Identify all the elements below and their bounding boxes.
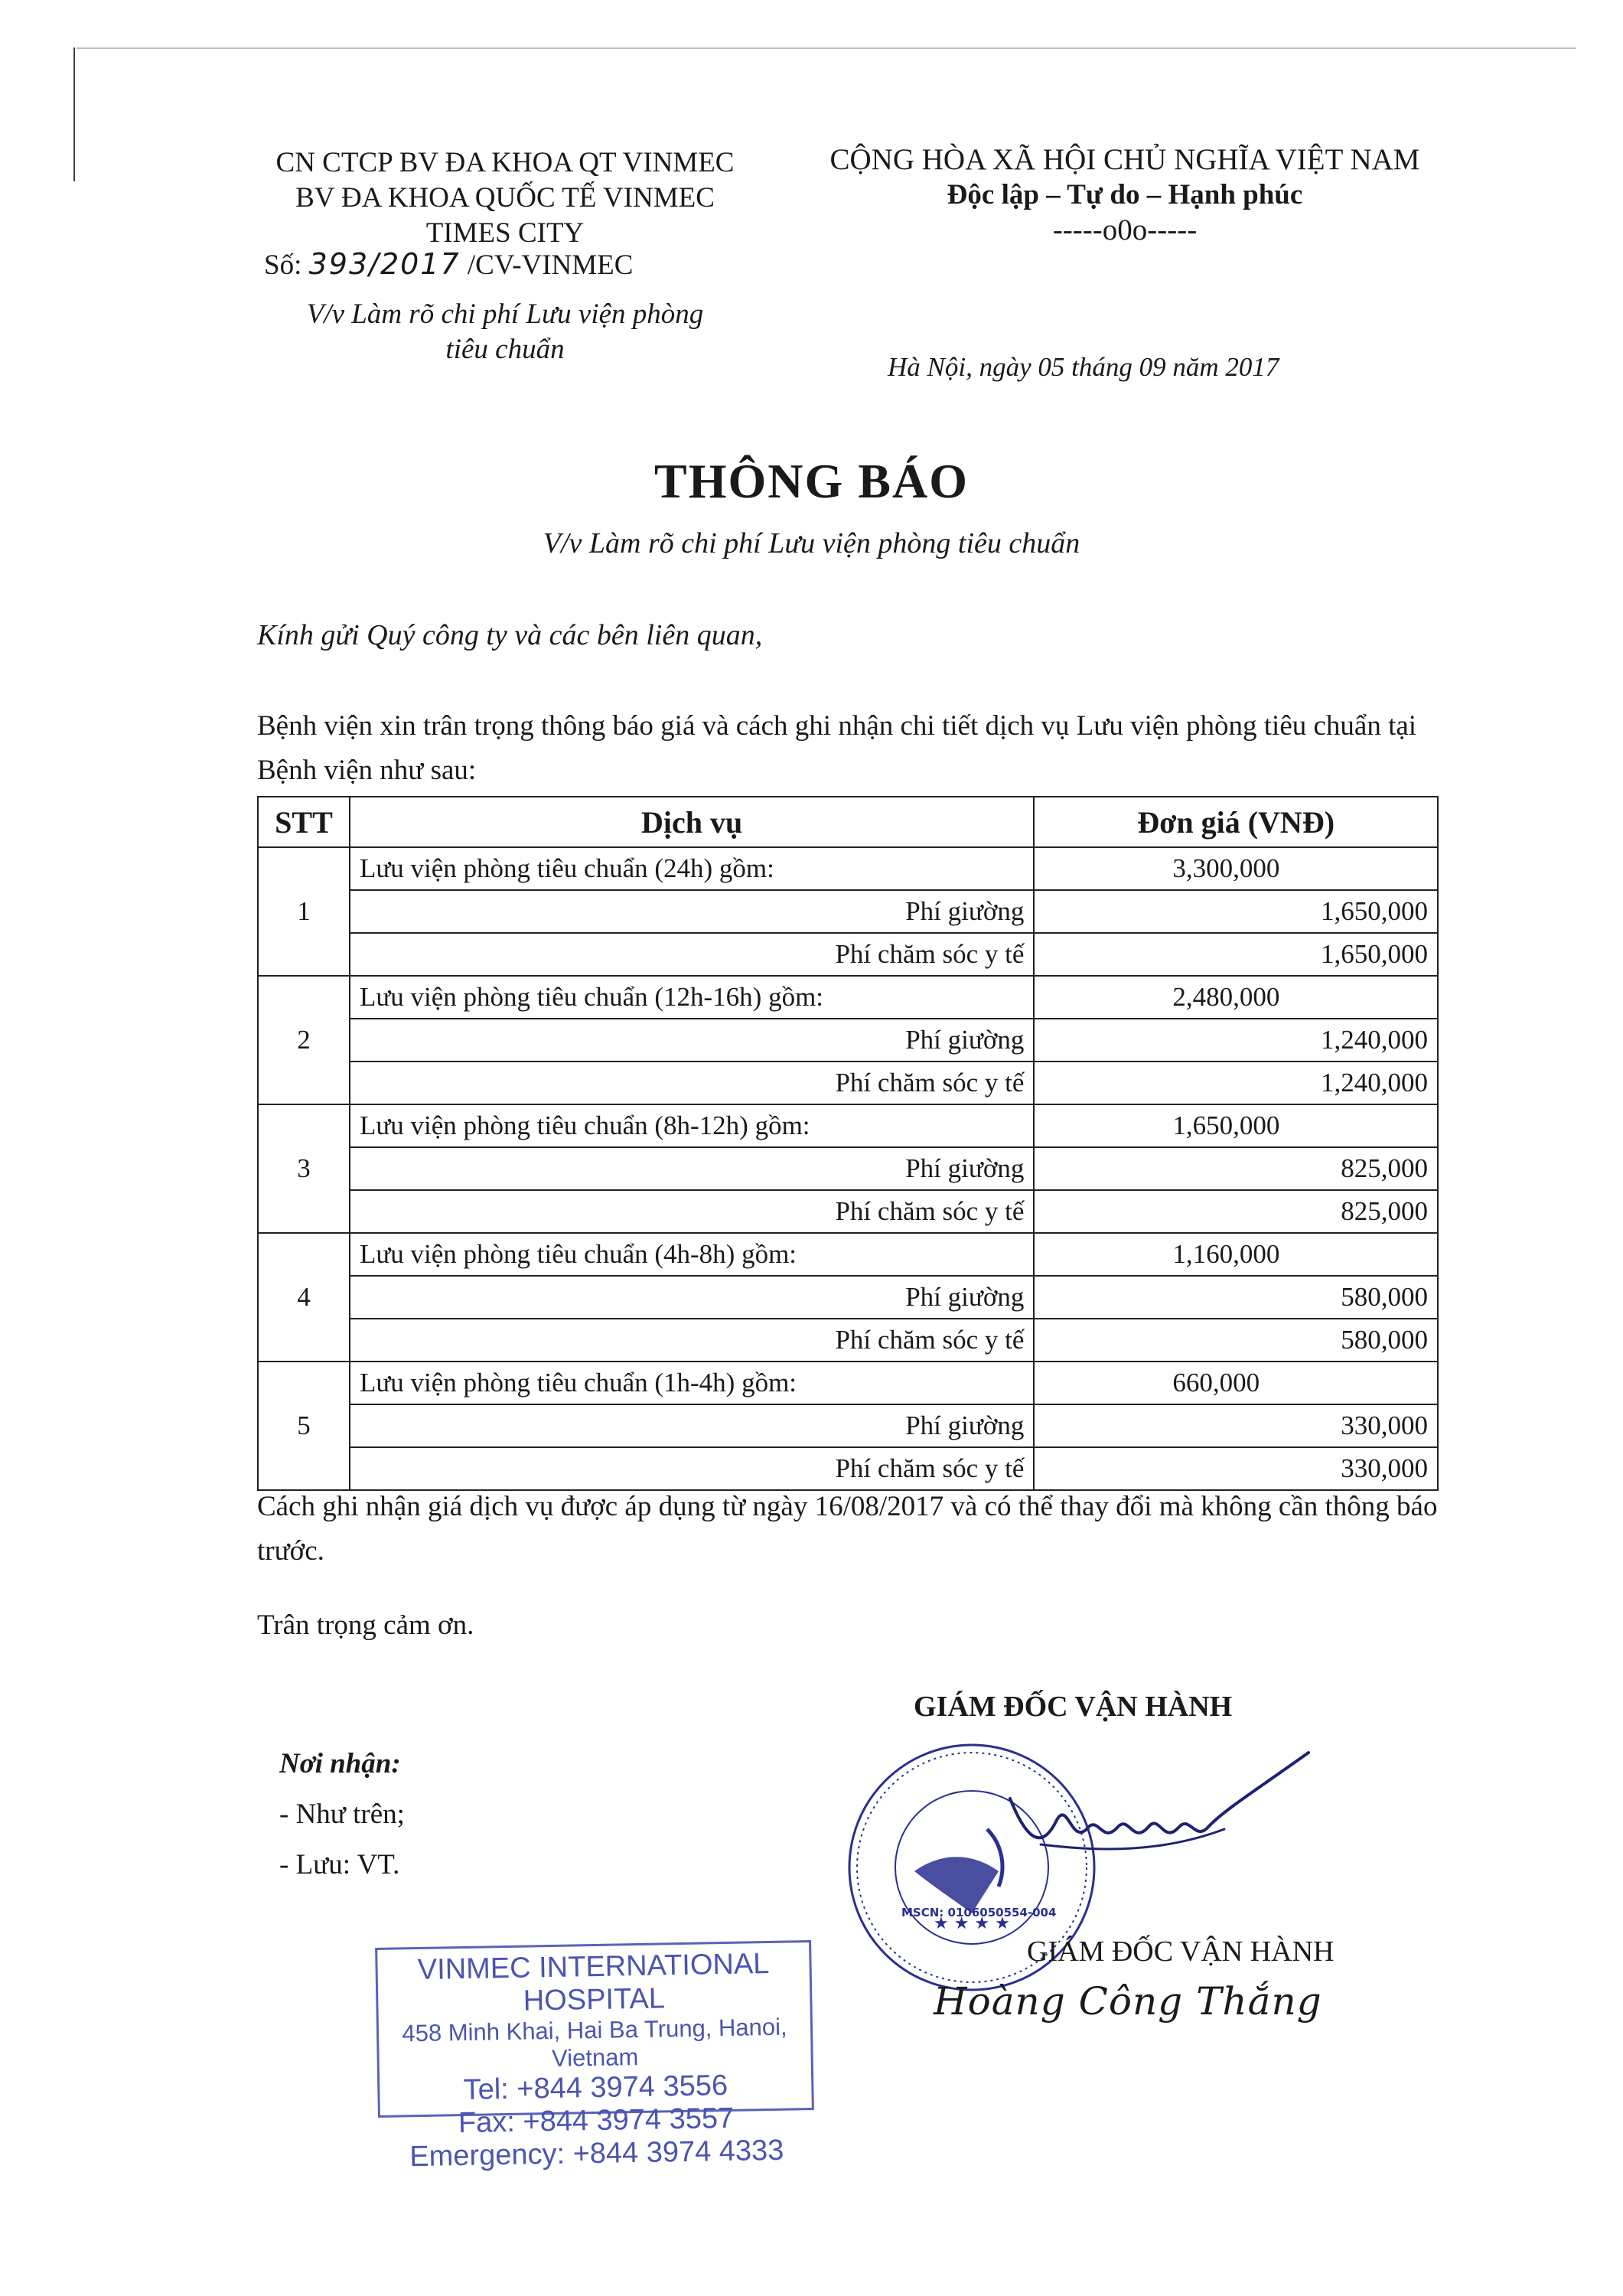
- care-fee-price: 1,650,000: [1034, 933, 1438, 976]
- bed-fee-label: Phí giường: [350, 1147, 1034, 1190]
- issuer-line-1: CN CTCP BV ĐA KHOA QT VINMEC: [275, 147, 735, 178]
- issuer-line-2: BV ĐA KHOA QUỐC TẾ VINMEC: [295, 182, 715, 214]
- row-number: 1: [258, 847, 350, 976]
- care-fee-price: 580,000: [1034, 1319, 1438, 1362]
- header-price: Đơn giá (VNĐ): [1034, 797, 1438, 847]
- recipients-label: Nơi nhận:: [279, 1748, 401, 1779]
- table-row: [258, 1447, 1438, 1490]
- service-price: 660,000: [1034, 1362, 1438, 1404]
- bed-fee-label: Phí giường: [350, 1404, 1034, 1447]
- effective-date-note: Cách ghi nhận giá dịch vụ được áp dụng từ ngày 16/08/2017 và có thể thay đổi mà không cần thông báo trước.: [257, 1491, 1438, 1567]
- table-row: [258, 1362, 1438, 1404]
- row-number: 5: [258, 1362, 350, 1490]
- hospital-address-stamp: [375, 1940, 814, 2174]
- service-price: 3,300,000: [1034, 847, 1438, 890]
- issue-date: Hà Nội, ngày 05 tháng 09 năm 2017: [888, 352, 1279, 382]
- issuer-line-3: TIMES CITY: [425, 217, 585, 249]
- scan-top-edge: [77, 47, 1576, 49]
- subject-line-1: V/v Làm rõ chi phí Lưu viện phòng: [306, 298, 704, 330]
- care-fee-label: Phí chăm sóc y tế: [350, 1062, 1034, 1104]
- handwritten-signature-icon: [995, 1737, 1316, 1890]
- service-price: 1,650,000: [1034, 1104, 1438, 1147]
- service-name: Lưu viện phòng tiêu chuẩn (12h-16h) gồm:: [350, 976, 1034, 1019]
- closing-thanks: Trân trọng cảm ơn.: [257, 1609, 474, 1641]
- document-number: [264, 246, 633, 283]
- table-header-row: [258, 797, 1438, 847]
- subject-reference: [268, 297, 742, 367]
- national-header: [796, 142, 1454, 248]
- stamp-emergency: Emergency: +844 3974 4333: [409, 2134, 784, 2174]
- service-price: 2,480,000: [1034, 976, 1438, 1019]
- bed-fee-label: Phí giường: [350, 890, 1034, 933]
- signatory-title: GIÁM ĐỐC VẬN HÀNH: [914, 1691, 1233, 1723]
- table-row: [258, 1404, 1438, 1447]
- seal-code: MSCN: 0106050554-004: [901, 1906, 1057, 1919]
- document-number-suffix: /CV-VINMEC: [467, 249, 634, 281]
- greeting: Kính gửi Quý công ty và các bên liên quan,: [257, 619, 763, 651]
- bed-fee-price: 580,000: [1034, 1276, 1438, 1319]
- bed-fee-price: 825,000: [1034, 1147, 1438, 1190]
- issuer-block: [245, 145, 765, 251]
- care-fee-price: 1,240,000: [1034, 1062, 1438, 1104]
- svg-text:★ ★ ★ ★: ★ ★ ★ ★: [934, 1914, 1010, 1933]
- table-row: [258, 847, 1438, 890]
- table-row: [258, 976, 1438, 1019]
- care-fee-price: 330,000: [1034, 1447, 1438, 1490]
- table-row: [258, 933, 1438, 976]
- header-service: Dịch vụ: [350, 797, 1034, 847]
- document-number-handwritten: 393/2017: [308, 247, 461, 281]
- table-row: [258, 1104, 1438, 1147]
- table-row: [258, 1233, 1438, 1276]
- row-number: 2: [258, 976, 350, 1104]
- table-row: [258, 1190, 1438, 1233]
- fee-table: [257, 796, 1439, 1491]
- stamp-address: 458 Minh Khai, Hai Ba Trung, Hanoi, Vietnam: [402, 2013, 787, 2072]
- row-number: 3: [258, 1104, 350, 1233]
- bed-fee-price: 1,240,000: [1034, 1019, 1438, 1062]
- service-name: Lưu viện phòng tiêu chuẩn (24h) gồm:: [350, 847, 1034, 890]
- document-title: THÔNG BÁO: [654, 454, 969, 508]
- table-row: [258, 1276, 1438, 1319]
- care-fee-price: 825,000: [1034, 1190, 1438, 1233]
- bed-fee-price: 330,000: [1034, 1404, 1438, 1447]
- motto-divider: -----o0o-----: [1052, 214, 1198, 246]
- table-row: [258, 1019, 1438, 1062]
- document-subtitle: V/v Làm rõ chi phí Lưu viện phòng tiêu chuẩn: [543, 527, 1080, 559]
- document-number-label: Số:: [264, 249, 302, 281]
- care-fee-label: Phí chăm sóc y tế: [350, 1447, 1034, 1490]
- service-price: 1,160,000: [1034, 1233, 1438, 1276]
- bed-fee-label: Phí giường: [350, 1276, 1034, 1319]
- bed-fee-price: 1,650,000: [1034, 890, 1438, 933]
- subject-line-2: tiêu chuẩn: [445, 334, 565, 365]
- header-stt: STT: [258, 797, 350, 847]
- table-row: [258, 890, 1438, 933]
- care-fee-label: Phí chăm sóc y tế: [350, 933, 1034, 976]
- recipients-block: [279, 1739, 405, 1890]
- recipient-item: - Như trên;: [279, 1799, 405, 1830]
- scan-left-edge: [73, 47, 75, 181]
- table-row: [258, 1062, 1438, 1104]
- bed-fee-label: Phí giường: [350, 1019, 1034, 1062]
- service-name: Lưu viện phòng tiêu chuẩn (4h-8h) gồm:: [350, 1233, 1034, 1276]
- signer-name: Hoàng Công Thắng: [934, 1979, 1322, 2024]
- service-name: Lưu viện phòng tiêu chuẩn (1h-4h) gồm:: [350, 1362, 1034, 1404]
- national-motto: Độc lập – Tự do – Hạnh phúc: [947, 179, 1303, 210]
- row-number: 4: [258, 1233, 350, 1362]
- recipient-item: - Lưu: VT.: [279, 1849, 400, 1880]
- nation-name: CỘNG HÒA XÃ HỘI CHỦ NGHĨA VIỆT NAM: [829, 143, 1420, 176]
- stamp-tel: Tel: +844 3974 3556: [463, 2069, 728, 2106]
- intro-paragraph: Bệnh viện xin trân trọng thông báo giá và cách ghi nhận chi tiết dịch vụ Lưu viện phòng tiêu chuẩn tại Bệnh viện như sau:: [257, 710, 1417, 786]
- signer-position: GIÁM ĐỐC VẬN HÀNH: [1027, 1936, 1335, 1968]
- service-name: Lưu viện phòng tiêu chuẩn (8h-12h) gồm:: [350, 1104, 1034, 1147]
- care-fee-label: Phí chăm sóc y tế: [350, 1190, 1034, 1233]
- table-row: [258, 1319, 1438, 1362]
- stamp-fax: Fax: +844 3974 3557: [458, 2102, 735, 2140]
- table-row: [258, 1147, 1438, 1190]
- stamp-hospital-name: VINMEC INTERNATIONAL HOSPITAL: [417, 1948, 770, 2017]
- care-fee-label: Phí chăm sóc y tế: [350, 1319, 1034, 1362]
